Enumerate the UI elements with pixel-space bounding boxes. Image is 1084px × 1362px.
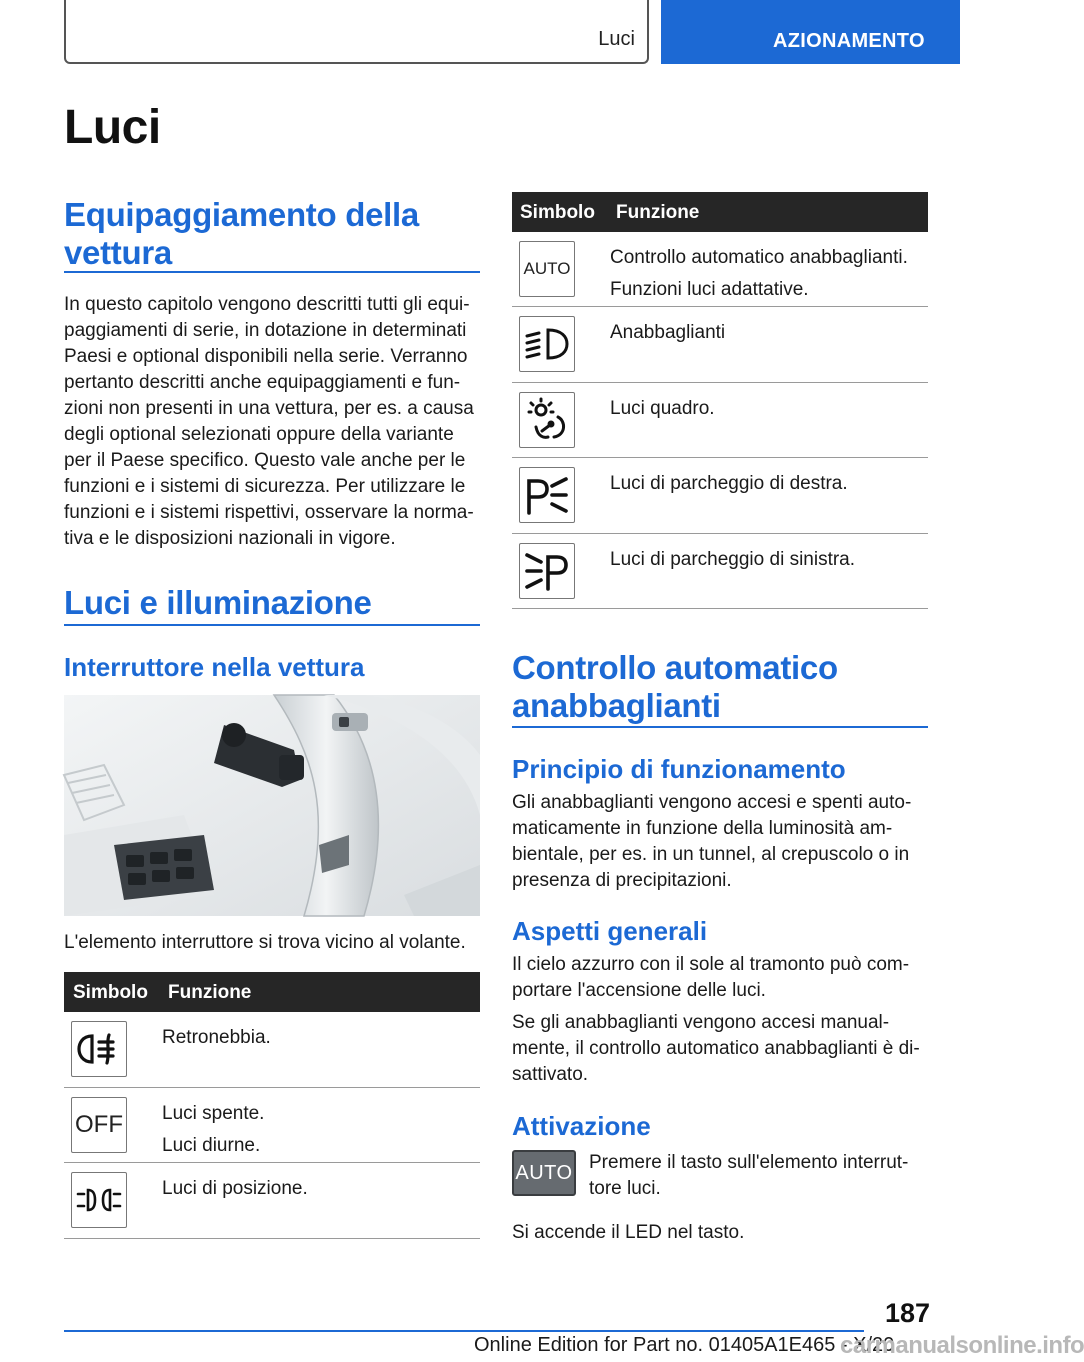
heading-auto-low-beam: Controllo automatico anabbaglianti [512,649,838,724]
principle-paragraph: Gli anabbaglianti vengono accesi e spenti automaticamente in funzione della luminosità ambientale, per es. in un tunnel, al crepuscolo o in presenza di precipitazioni. [512,792,912,891]
table-header [64,972,480,1012]
footer-rule [64,1330,864,1332]
row-function: Luci di parcheggio di destra. [610,473,848,494]
light-switch-photo [64,695,480,916]
low-beam-icon [519,316,575,372]
equipment-paragraph [64,292,480,552]
header-section-box [64,0,649,64]
instrument-lights-icon [519,392,575,448]
footer-watermark: carmanualsonline.info [840,1332,1084,1359]
table-row [64,1012,480,1088]
row-function: Retronebbia. [162,1027,271,1048]
table-row [512,534,928,609]
row-function: Luci di parcheggio di sinistra. [610,549,856,570]
symbol-table-left [64,972,480,1239]
row-function: Controllo automatico anabbaglianti. Funzioni luci adattative. [610,247,908,300]
heading-equipment: Equipaggiamento della vettura [64,196,419,271]
heading-switch: Interruttore nella vettura [64,652,365,682]
parking-right-icon [519,467,575,523]
col-function-header: Funzione [168,982,252,1003]
parking-left-icon [519,543,575,599]
auto-icon: AUTO [519,241,575,297]
table-header [512,192,928,232]
row-function: Luci spente. Luci diurne. [162,1103,265,1156]
table-row [64,1088,480,1163]
auto-key-icon: AUTO [512,1150,576,1196]
row-function: Luci di posizione. [162,1178,308,1199]
heading-rule [64,271,480,273]
symbol-table-right [512,192,928,609]
table-row [512,307,928,383]
off-icon: OFF [71,1097,127,1153]
photo-caption: L'elemento interruttore si trova vicino al volante. [64,932,466,953]
activation-paragraph: Premere il tasto sull'elemento interruttore luci. [589,1152,909,1199]
col-symbol-header: Simbolo [520,202,595,223]
general-paragraph-2: Se gli anabbaglianti vengono accesi manualmente, il controllo automatico anabbaglianti è disattivato. [512,1012,920,1085]
heading-rule [64,624,480,626]
heading-rule [512,726,928,728]
table-row [64,1163,480,1239]
footer-edition: Online Edition for Part no. 01405A1E465 - X/20 [474,1334,895,1356]
general-paragraph-1: Il cielo azzurro con il sole al tramonto può comportare l'accensione delle luci. [512,954,910,1001]
equipment-text: In questo capitolo vengono descritti tutti gli equipaggiamenti di serie, in dotazione in determinati Paesi e optional disponibili nella serie. Verranno pertanto descritti anche equipaggiamenti e funzioni non presenti in una vettura, per es. a causa degli optional selezionati oppure della variante per il Paese specifico. Questo vale anche per le funzioni e i sistemi di sicurezza. Per utilizzare le funzioni e i sistemi rispettivi, osservare la normativa e le disposizioni nazionali in vigore. [64,294,474,549]
heading-lights: Luci e illuminazione [64,584,372,621]
heading-activation: Attivazione [512,1111,651,1141]
activation-result: Si accende il LED nel tasto. [512,1222,745,1243]
header-chapter-tab[interactable]: AZIONAMENTO [661,0,960,64]
col-function-header: Funzione [616,202,700,223]
col-symbol-header: Simbolo [73,982,148,1003]
header-section-label: Luci [598,28,635,50]
heading-principle: Principio di funzionamento [512,754,846,784]
table-row [512,232,928,307]
table-row [512,383,928,458]
page-number: 187 [884,1298,930,1328]
table-row [512,458,928,534]
row-function: Luci quadro. [610,398,715,419]
parking-lights-icon [71,1172,127,1228]
page-title: Luci [64,101,161,154]
row-function: Anabbaglianti [610,322,726,343]
heading-general: Aspetti generali [512,916,708,946]
rear-fog-icon [71,1021,127,1077]
